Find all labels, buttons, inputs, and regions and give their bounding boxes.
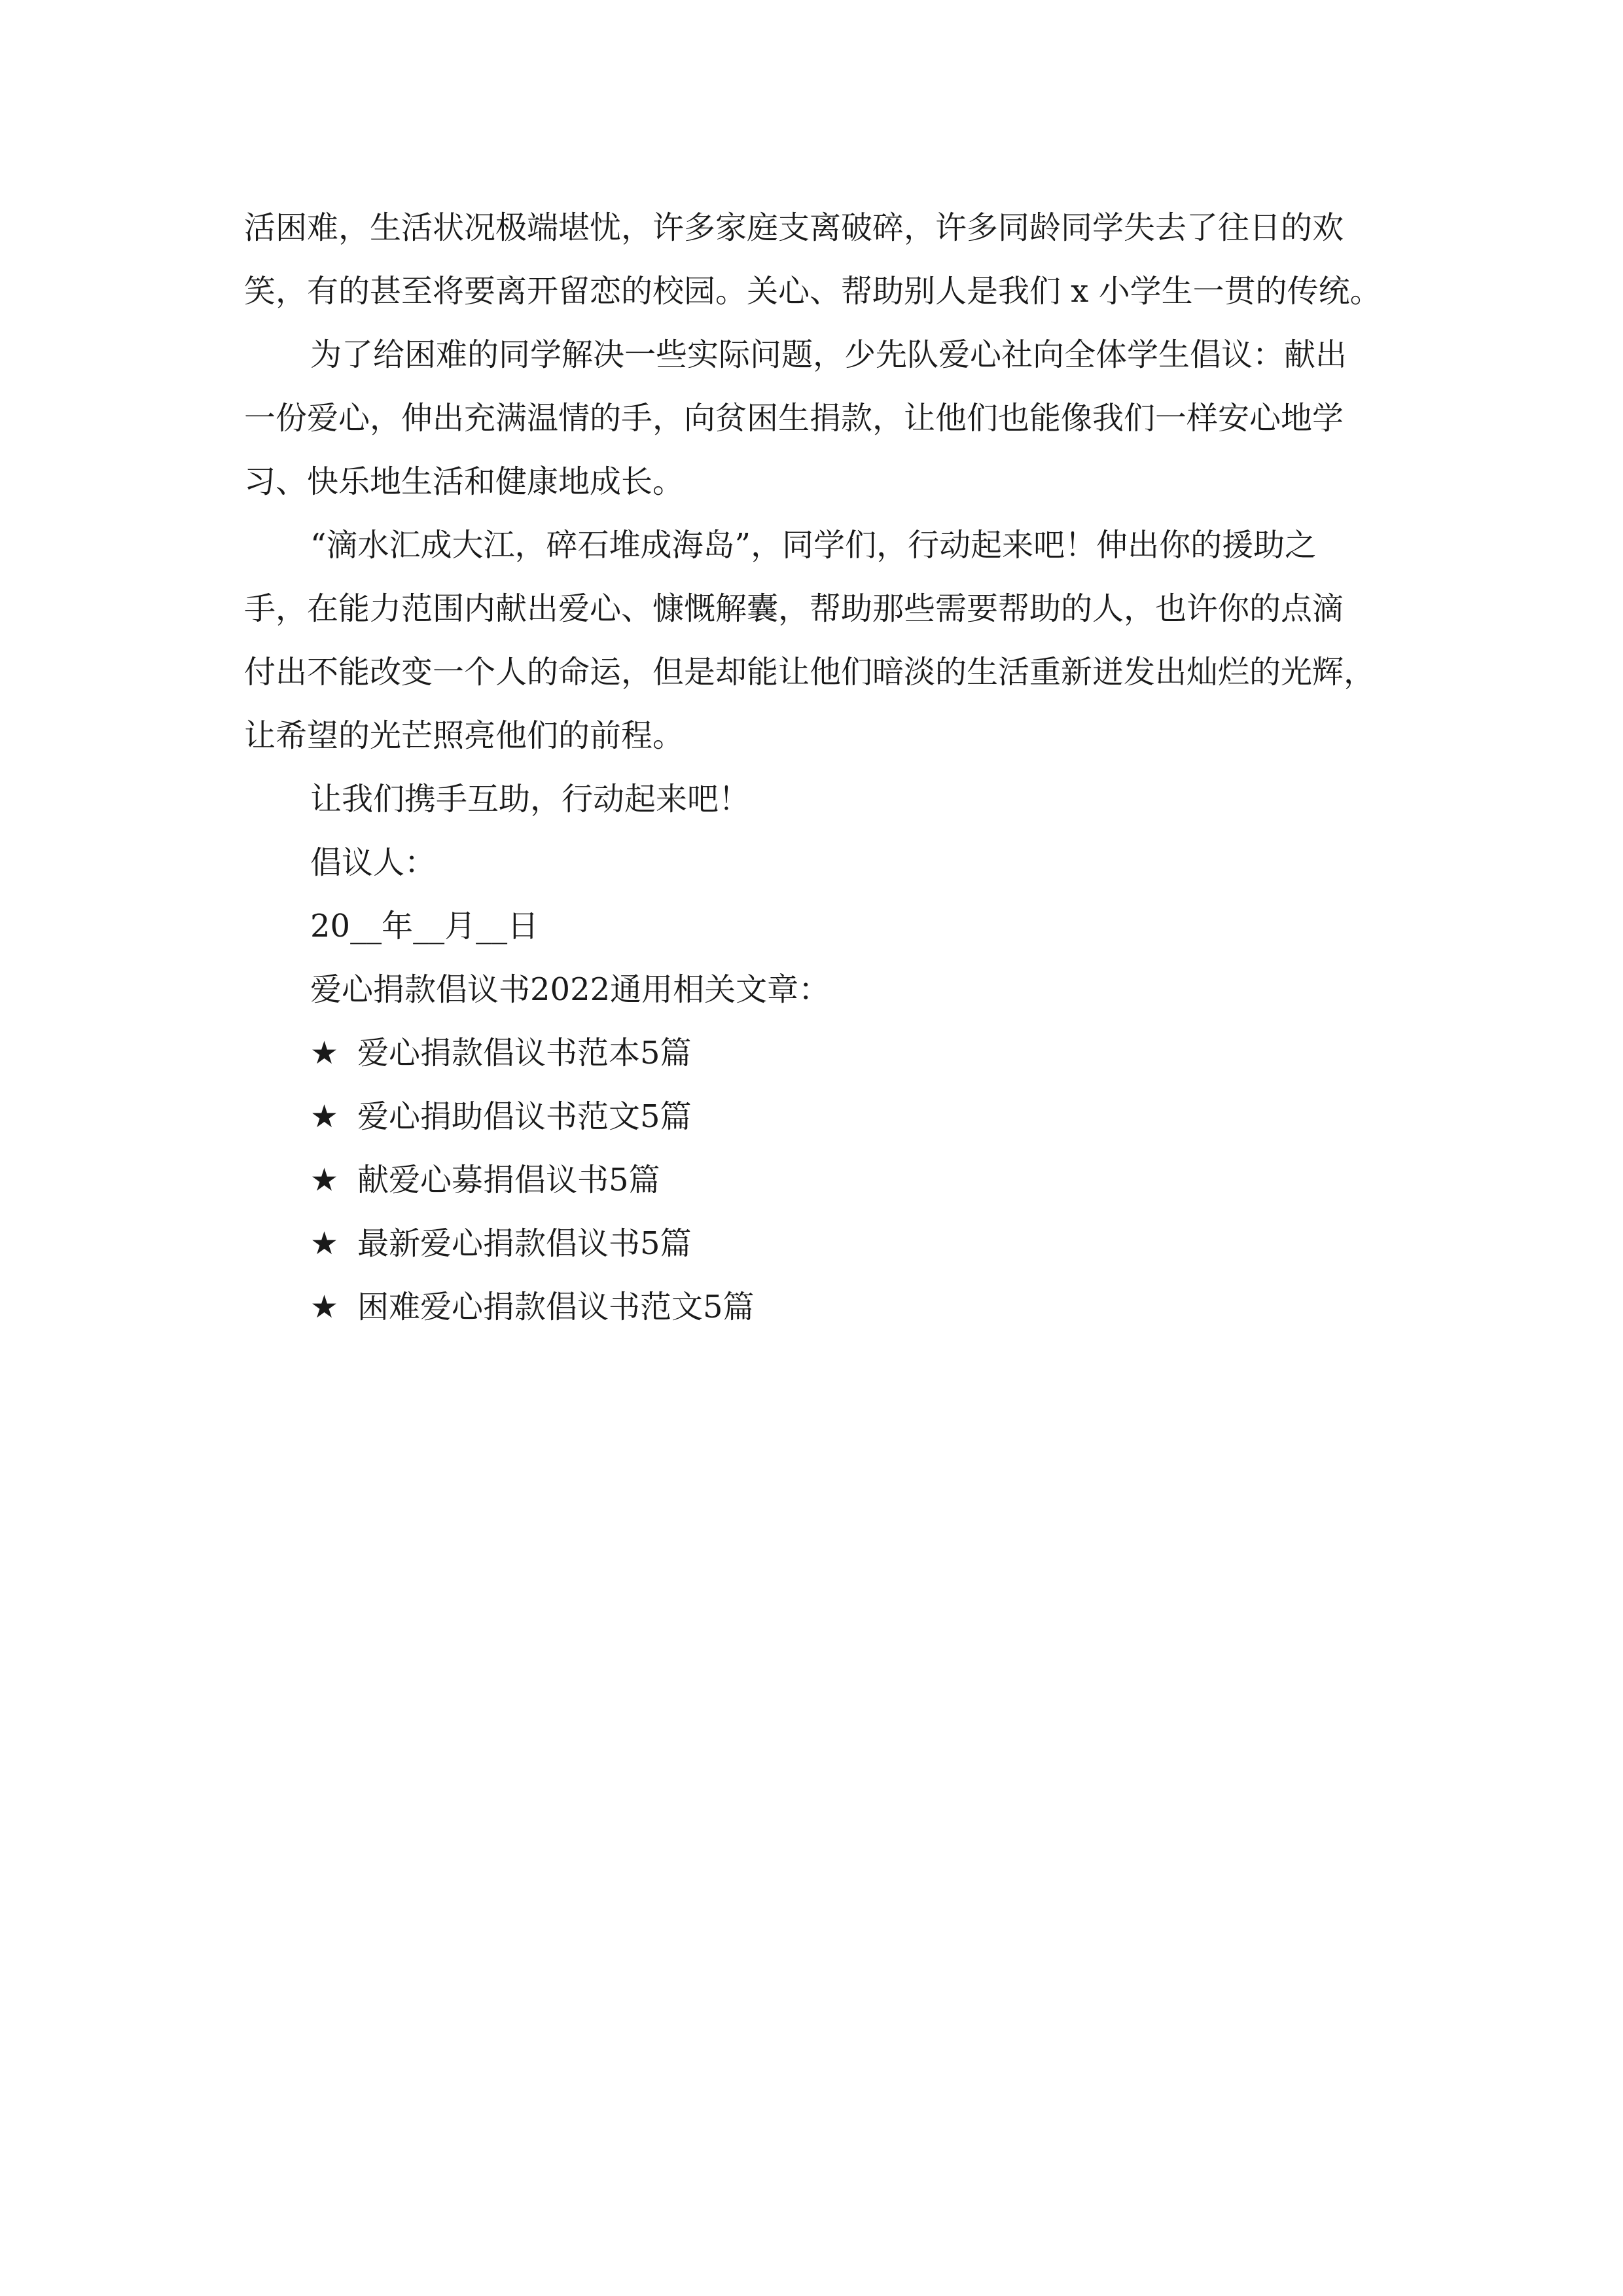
star-icon: ★ (310, 1225, 339, 1262)
star-icon: ★ (310, 1098, 339, 1135)
star-icon: ★ (310, 1289, 339, 1325)
text-line-3: 为了给困难的同学解决一些实际问题，少先队爱心社向全体学生倡议：献出 (310, 336, 1347, 373)
related-article-title: 献爱心募捐倡议书5篇 (357, 1162, 660, 1198)
text-line-6: “滴水汇成大江，碎石堆成海岛”，同学们，行动起来吧！伸出你的援助之 (310, 527, 1317, 564)
related-article-1[interactable] (244, 1022, 1396, 1085)
text-line-4: 一份爱心，伸出充满温情的手，向贫困生捐款，让他们也能像我们一样安心地学 (244, 400, 1344, 437)
signer-label: 倡议人： (310, 844, 437, 881)
related-article-2[interactable] (244, 1085, 1396, 1149)
closing-line: 让我们携手互助，行动起来吧！ (310, 781, 751, 817)
related-articles-heading: 爱心捐款倡议书2022通用相关文章： (310, 971, 830, 1008)
date-line: 20__年__月__日 (310, 908, 539, 944)
related-article-5[interactable] (244, 1276, 1396, 1339)
related-article-4[interactable] (244, 1212, 1396, 1276)
related-article-3[interactable] (244, 1149, 1396, 1212)
star-icon: ★ (310, 1035, 339, 1071)
document-body (244, 196, 1396, 1339)
text-line-8: 付出不能改变一个人的命运，但是却能让他们暗淡的生活重新迸发出灿烂的光辉， (244, 654, 1376, 691)
related-article-title: 困难爱心捐款倡议书范文5篇 (357, 1289, 755, 1325)
related-article-title: 爱心捐助倡议书范文5篇 (357, 1098, 692, 1135)
text-line-7: 手，在能力范围内献出爱心、慷慨解囊，帮助那些需要帮助的人，也许你的点滴 (244, 590, 1344, 627)
text-line-1: 活困难，生活状况极端堪忧，许多家庭支离破碎，许多同龄同学失去了往日的欢 (244, 209, 1344, 246)
related-article-title: 爱心捐款倡议书范本5篇 (357, 1035, 692, 1071)
related-article-title: 最新爱心捐款倡议书5篇 (357, 1225, 692, 1262)
star-icon: ★ (310, 1162, 339, 1198)
text-line-5: 习、快乐地生活和健康地成长。 (244, 463, 685, 500)
text-line-2: 笑，有的甚至将要离开留恋的校园。关心、帮助别人是我们 x 小学生一贯的传统。 (244, 273, 1382, 310)
text-line-9: 让希望的光芒照亮他们的前程。 (244, 717, 685, 754)
